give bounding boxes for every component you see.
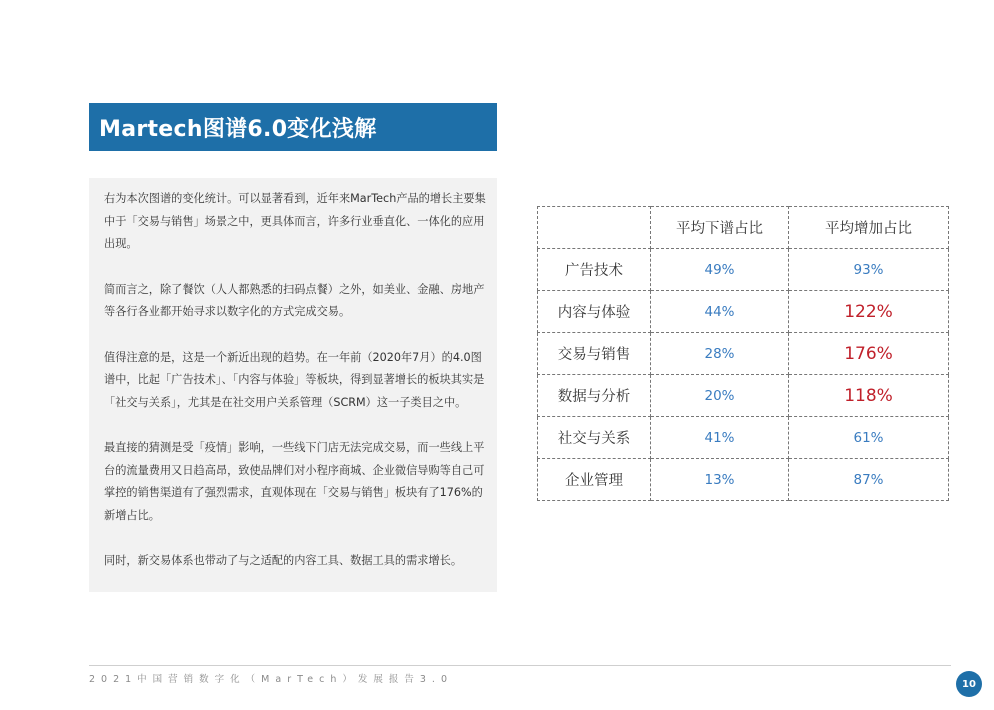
paragraph-4: 最直接的猜测是受「疫情」影响，一些线下门店无法完成交易，而一些线上平台的流量费用又日趋高昂，致使品牌们对小程序商城、企业微信导购等自己可掌控的销售渠道有了强烈需求，直观体现在「交易与销售」板块有了176%的新增占比。 (104, 441, 485, 522)
paragraph-2: 简而言之，除了餐饮（人人都熟悉的扫码点餐）之外，如美业、金融、房地产等各行各业都开始寻求以数字化的方式完成交易。 (104, 282, 485, 318)
down-ratio-value: 44% (651, 291, 789, 333)
table-header-row (538, 207, 949, 249)
down-ratio-value: 13% (651, 459, 789, 501)
table-row (538, 249, 949, 291)
row-label: 内容与体验 (538, 291, 651, 333)
paragraph-5: 同时，新交易体系也带动了与之适配的内容工具、数据工具的需求增长。 (104, 554, 463, 567)
stats-table (537, 206, 949, 501)
add-ratio-value: 93% (789, 249, 949, 291)
row-label: 数据与分析 (538, 375, 651, 417)
table-corner-cell (538, 207, 651, 249)
row-label: 社交与关系 (538, 417, 651, 459)
row-label: 广告技术 (538, 249, 651, 291)
table-row (538, 291, 949, 333)
page-number-badge: 10 (956, 671, 982, 697)
paragraph-3: 值得注意的是，这是一个新近出现的趋势。在一年前（2020年7月）的4.0图谱中，比起「广告技术」、「内容与体验」等板块，得到显著增长的板块其实是「社交与关系」，尤其是在社交用户关系管理（SCRM）这一子类目之中。 (104, 350, 485, 409)
row-label: 交易与销售 (538, 333, 651, 375)
add-ratio-value: 61% (789, 417, 949, 459)
down-ratio-value: 28% (651, 333, 789, 375)
add-ratio-value-highlight: 118% (789, 375, 949, 417)
text-panel (89, 178, 497, 592)
footer-divider (89, 665, 951, 666)
table-row (538, 375, 949, 417)
add-ratio-value-highlight: 176% (789, 333, 949, 375)
add-ratio-value-highlight: 122% (789, 291, 949, 333)
table-row (538, 459, 949, 501)
section-title: Martech图谱6.0变化浅解 (99, 116, 377, 142)
down-ratio-value: 41% (651, 417, 789, 459)
table-row (538, 417, 949, 459)
row-label: 企业管理 (538, 459, 651, 501)
section-title-bar (89, 103, 497, 151)
stats-table-wrapper (537, 206, 949, 501)
table-row (538, 333, 949, 375)
header-down-ratio: 平均下谱占比 (651, 207, 789, 249)
paragraph-1: 右为本次图谱的变化统计。可以显著看到，近年来MarTech产品的增长主要集中于「交易与销售」场景之中，更具体而言，许多行业垂直化、一体化的应用出现。 (104, 192, 486, 250)
down-ratio-value: 49% (651, 249, 789, 291)
add-ratio-value: 87% (789, 459, 949, 501)
header-add-ratio: 平均增加占比 (789, 207, 949, 249)
footer-report-title: 2021中国营销数字化（MarTech）发展报告3.0 (89, 674, 453, 685)
down-ratio-value: 20% (651, 375, 789, 417)
